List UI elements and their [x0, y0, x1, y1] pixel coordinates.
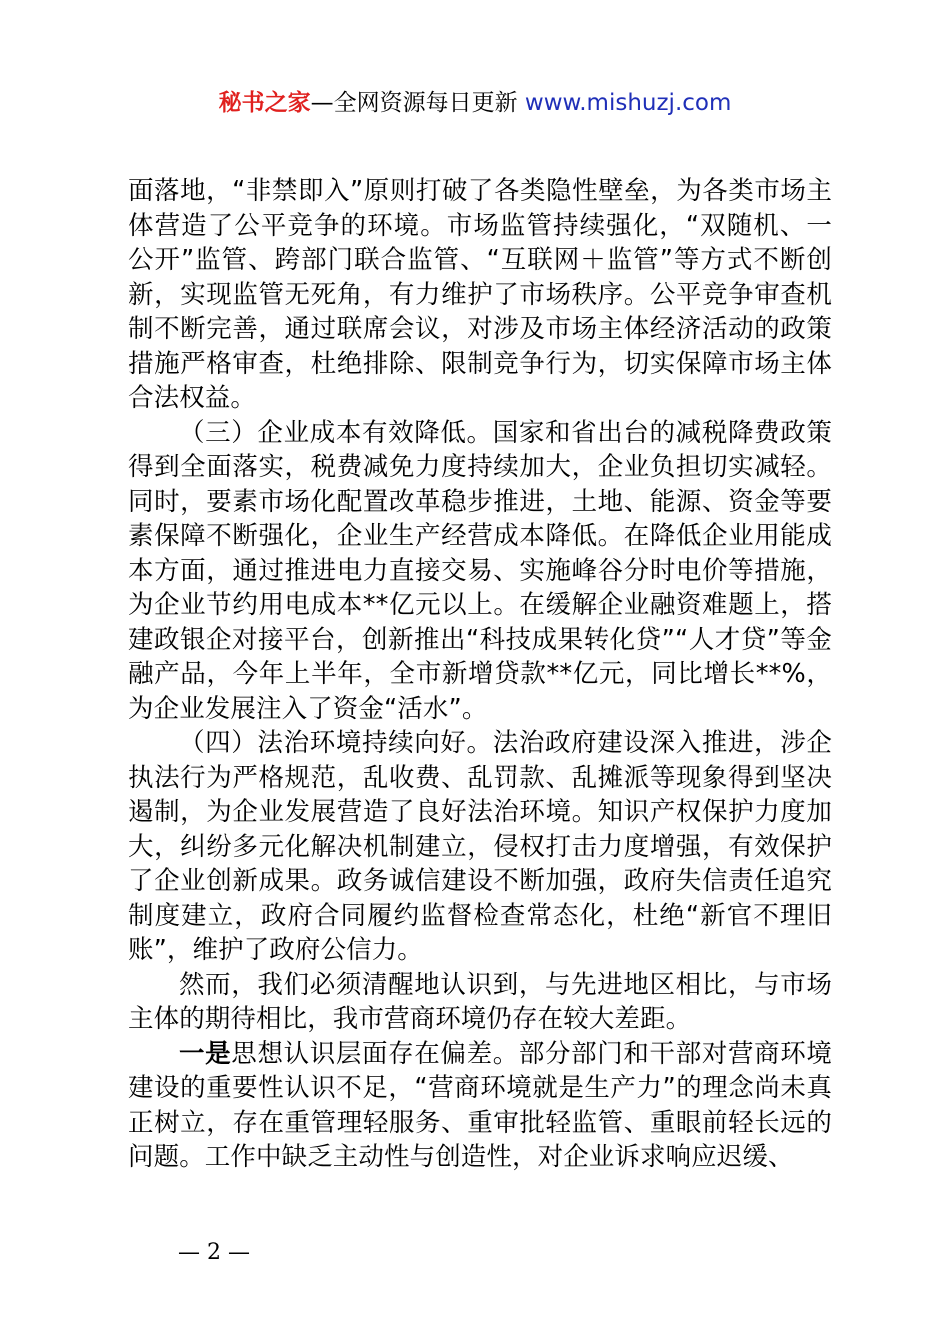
page-number: — 2 —	[178, 1240, 250, 1265]
problem-one-lead: 一是	[179, 1038, 232, 1069]
banner-tagline: —全网资源每日更新	[310, 90, 525, 116]
paragraph-rule-of-law: （四）法治环境持续向好。法治政府建设深入推进，涉企执法行为严格规范，乱收费、乱罚款、乱摊派等现象得到坚决遏制，为企业发展营造了良好法治环境。知识产权保护力度加大，纠纷多元化解决机制建立，侵权打击力度增强，有效保护了企业创新成果。政务诚信建设不断加强，政府失信责任追究制度建立，政府合同履约监督检查常态化，杜绝“新官不理旧账”，维护了政府公信力。	[128, 728, 832, 965]
paragraph-market-supervision: 面落地，“非禁即入”原则打破了各类隐性壁垒，为各类市场主体营造了公平竞争的环境。市场监管持续强化，“双随机、一公开”监管、跨部门联合监管、“互联网＋监管”等方式不断创新，实现监管无死角，有力维护了市场秩序。公平竞争审查机制不断完善，通过联席会议，对涉及市场主体经济活动的政策措施严格审查，杜绝排除、限制竞争行为，切实保障市场主体合法权益。	[128, 176, 832, 413]
document-body	[128, 174, 832, 1175]
site-url-link[interactable]: www.mishuzj.com	[524, 90, 732, 116]
brand-name: 秘书之家	[218, 90, 311, 116]
paragraph-enterprise-costs: （三）企业成本有效降低。国家和省出台的减税降费政策得到全面落实，税费减免力度持续加大，企业负担切实减轻。同时，要素市场化配置改革稳步推进，土地、能源、资金等要素保障不断强化，企业生产经营成本降低。在降低企业用能成本方面，通过推进电力直接交易、实施峰谷分时电价等措施，为企业节约用电成本**亿元以上。在缓解企业融资难题上，搭建政银企对接平台，创新推出“科技成果转化贷”“人才贷”等金融产品，今年上半年，全市新增贷款**亿元，同比增长**%，为企业发展注入了资金“活水”。	[128, 417, 832, 724]
paragraph-gap-statement: 然而，我们必须清醒地认识到，与先进地区相比，与市场主体的期待相比，我市营商环境仍存在较大差距。	[128, 969, 832, 1034]
problem-one-text: 思想认识层面存在偏差。部分部门和干部对营商环境建设的重要性认识不足，“营商环境就是生产力”的理念尚未真正树立，存在重管理轻服务、重审批轻监管、重眼前轻长远的问题。工作中缺乏主动性与创造性，对企业诉求响应迟缓、	[128, 1038, 833, 1172]
paragraph-problem-one	[128, 1037, 832, 1175]
site-banner	[0, 86, 950, 120]
